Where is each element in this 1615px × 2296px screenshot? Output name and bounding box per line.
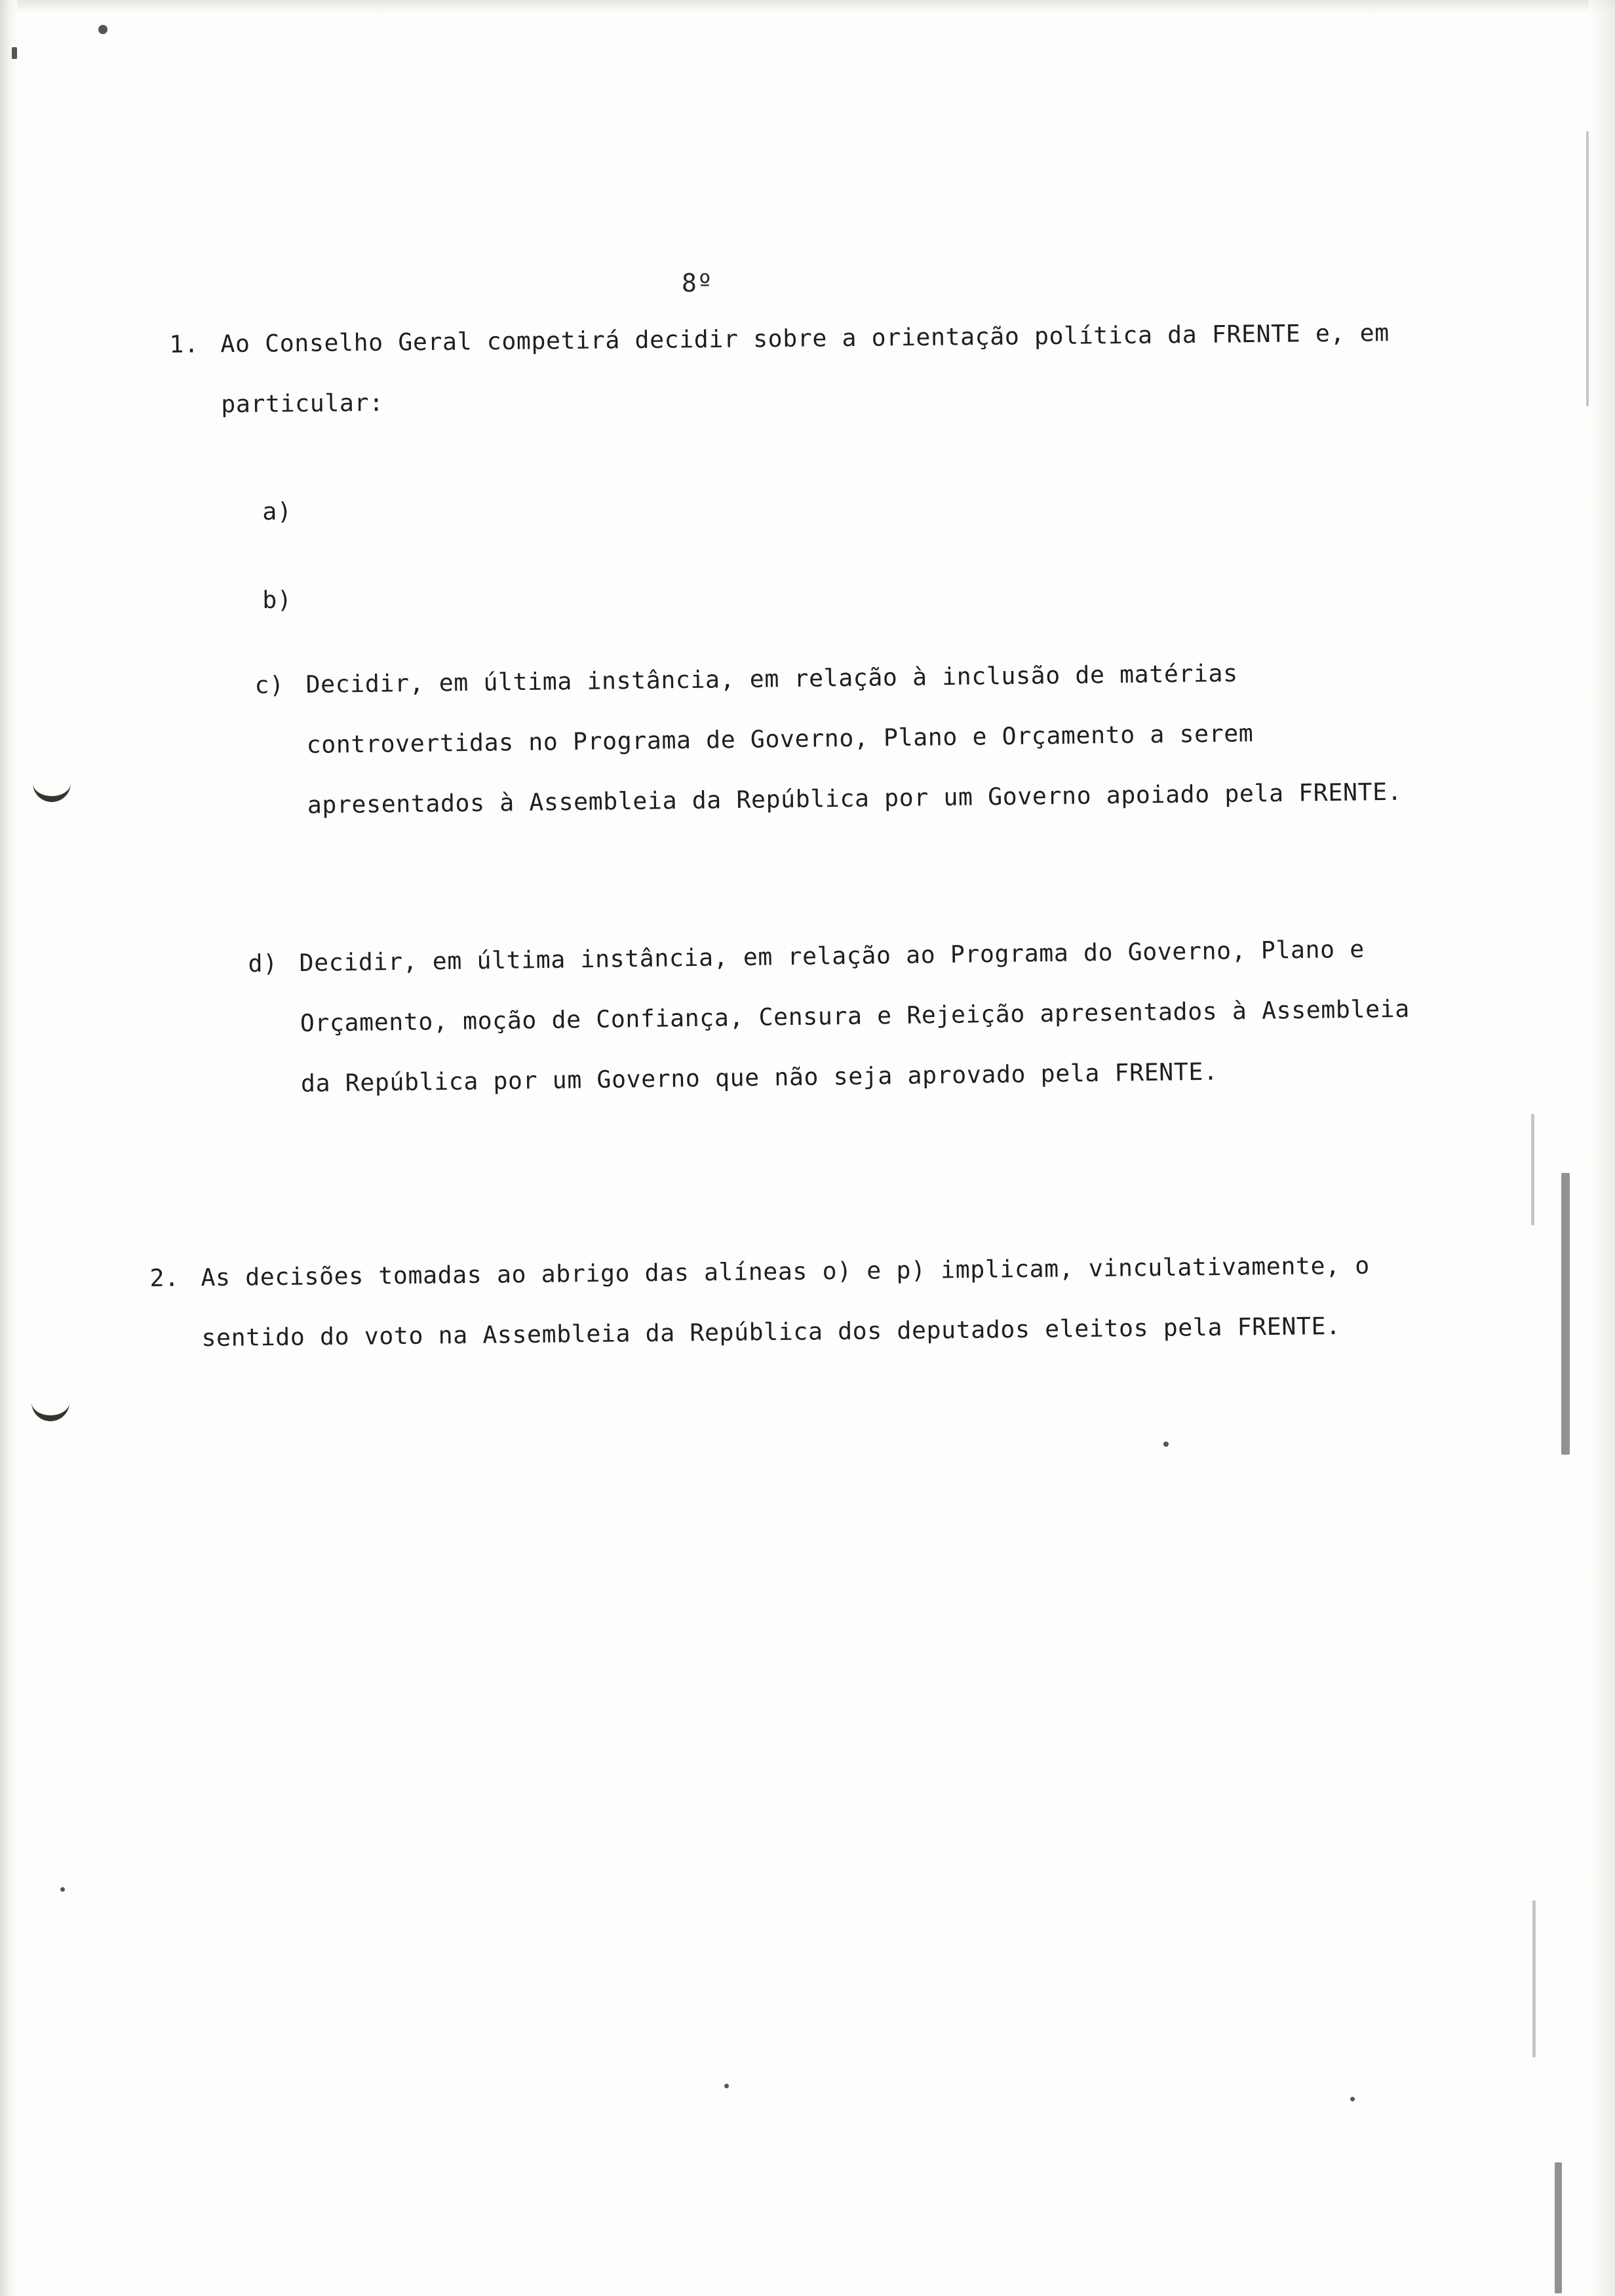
item-marker: d) — [248, 949, 279, 978]
paragraph-clause-1 — [169, 302, 1488, 435]
item-marker: b) — [262, 585, 292, 614]
paragraph-clause-2 — [149, 1234, 1494, 1369]
paragraph-item-b — [262, 569, 314, 630]
clause-number: 1. — [169, 330, 199, 358]
item-marker: a) — [262, 497, 292, 526]
item-text: Decidir, em última instância, em relação ao Programa do Governo, Plano e Orçamento, moção de Confiança, Censura e Rejeição apresentados à Assembleia da República por um Governo que não seja aprovado pela FRENTE. — [299, 934, 1425, 1098]
clause-text: Ao Conselho Geral competirá decidir sobre a orientação política da FRENTE e, em particular: — [220, 318, 1405, 419]
paragraph-item-c — [254, 641, 1449, 836]
page-number: 8º — [682, 269, 713, 297]
item-text: Decidir, em última instância, em relação à inclusão de matérias controvertidas no Programa de Governo, Plano e Orçamento a serem apresentados à Assembleia da República por um Governo apoiado pela FRENTE. — [305, 659, 1403, 820]
paragraph-item-a — [262, 481, 314, 542]
clause-number: 2. — [149, 1263, 180, 1292]
item-marker: c) — [254, 670, 284, 699]
paragraph-item-d — [248, 918, 1456, 1115]
clause-text: As decisões tomadas ao abrigo das alíneas o) e p) implicam, vinculativamente, o sentido do voto na Assembleia da República dos deputados eleitos pela FRENTE. — [201, 1251, 1385, 1352]
